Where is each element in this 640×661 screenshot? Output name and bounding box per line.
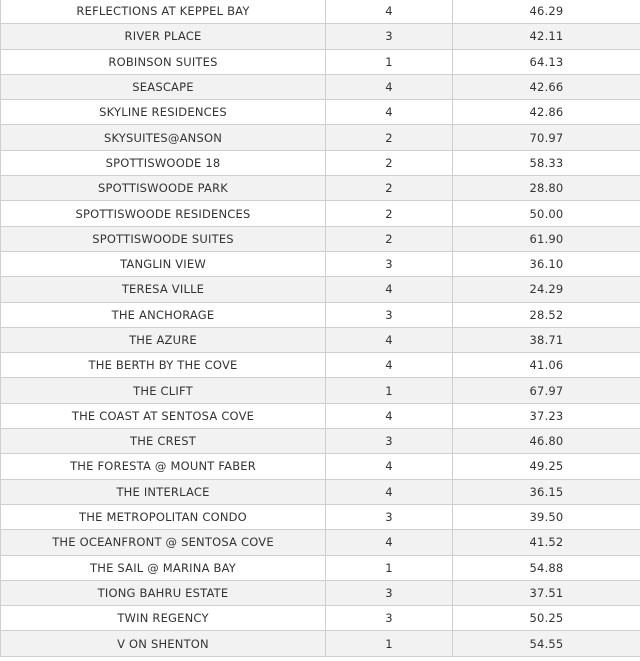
- value-cell: 36.10: [453, 251, 640, 276]
- project-name-cell: TIONG BAHRU ESTATE: [1, 580, 326, 605]
- count-cell: 1: [326, 555, 453, 580]
- project-name-cell: THE INTERLACE: [1, 479, 326, 504]
- project-name-cell: THE ANCHORAGE: [1, 302, 326, 327]
- value-cell: 49.25: [453, 454, 640, 479]
- project-name-cell: SEASCAPE: [1, 74, 326, 99]
- project-name-cell: THE SAIL @ MARINA BAY: [1, 555, 326, 580]
- project-name-cell: THE CLIFT: [1, 378, 326, 403]
- project-name-cell: TWIN REGENCY: [1, 606, 326, 631]
- table-row: [1, 454, 640, 479]
- project-name-cell: REFLECTIONS AT KEPPEL BAY: [1, 0, 326, 24]
- count-cell: 1: [326, 631, 453, 656]
- table-row: [1, 176, 640, 201]
- value-cell: 58.33: [453, 150, 640, 175]
- value-cell: 61.90: [453, 226, 640, 251]
- count-cell: 3: [326, 580, 453, 605]
- project-name-cell: SKYSUITES@ANSON: [1, 125, 326, 150]
- table-row: [1, 606, 640, 631]
- table-row: [1, 302, 640, 327]
- project-name-cell: THE FORESTA @ MOUNT FABER: [1, 454, 326, 479]
- project-name-cell: THE OCEANFRONT @ SENTOSA COVE: [1, 530, 326, 555]
- value-cell: 37.23: [453, 403, 640, 428]
- value-cell: 41.06: [453, 353, 640, 378]
- project-name-cell: TERESA VILLE: [1, 277, 326, 302]
- value-cell: 28.52: [453, 302, 640, 327]
- count-cell: 4: [326, 479, 453, 504]
- value-cell: 39.50: [453, 504, 640, 529]
- project-name-cell: THE AZURE: [1, 327, 326, 352]
- count-cell: 4: [326, 403, 453, 428]
- value-cell: 41.52: [453, 530, 640, 555]
- count-cell: 2: [326, 150, 453, 175]
- table-row: [1, 555, 640, 580]
- table-row: [1, 504, 640, 529]
- count-cell: 1: [326, 49, 453, 74]
- table-row: [1, 353, 640, 378]
- count-cell: 2: [326, 176, 453, 201]
- count-cell: 4: [326, 454, 453, 479]
- value-cell: 50.25: [453, 606, 640, 631]
- count-cell: 2: [326, 125, 453, 150]
- project-name-cell: RIVER PLACE: [1, 24, 326, 49]
- table-row: [1, 226, 640, 251]
- table-row: [1, 479, 640, 504]
- project-name-cell: TANGLIN VIEW: [1, 251, 326, 276]
- table-row: [1, 150, 640, 175]
- table-row: [1, 74, 640, 99]
- table-row: [1, 327, 640, 352]
- project-name-cell: THE COAST AT SENTOSA COVE: [1, 403, 326, 428]
- count-cell: 3: [326, 24, 453, 49]
- count-cell: 2: [326, 226, 453, 251]
- value-cell: 36.15: [453, 479, 640, 504]
- value-cell: 50.00: [453, 201, 640, 226]
- table-row: [1, 100, 640, 125]
- table-row: [1, 24, 640, 49]
- project-name-cell: THE CREST: [1, 429, 326, 454]
- count-cell: 3: [326, 251, 453, 276]
- project-name-cell: SPOTTISWOODE SUITES: [1, 226, 326, 251]
- value-cell: 46.80: [453, 429, 640, 454]
- table-row: [1, 580, 640, 605]
- value-cell: 24.29: [453, 277, 640, 302]
- value-cell: 70.97: [453, 125, 640, 150]
- table-row: [1, 0, 640, 24]
- table-row: [1, 125, 640, 150]
- project-name-cell: SKYLINE RESIDENCES: [1, 100, 326, 125]
- table-body: [1, 0, 640, 656]
- value-cell: 42.66: [453, 74, 640, 99]
- count-cell: 3: [326, 606, 453, 631]
- project-name-cell: ROBINSON SUITES: [1, 49, 326, 74]
- count-cell: 1: [326, 378, 453, 403]
- project-name-cell: THE BERTH BY THE COVE: [1, 353, 326, 378]
- count-cell: 3: [326, 504, 453, 529]
- count-cell: 4: [326, 0, 453, 24]
- table-row: [1, 277, 640, 302]
- table-row: [1, 201, 640, 226]
- table-row: [1, 403, 640, 428]
- value-cell: 46.29: [453, 0, 640, 24]
- value-cell: 54.55: [453, 631, 640, 656]
- value-cell: 67.97: [453, 378, 640, 403]
- value-cell: 38.71: [453, 327, 640, 352]
- table-row: [1, 251, 640, 276]
- count-cell: 4: [326, 353, 453, 378]
- table-row: [1, 429, 640, 454]
- value-cell: 37.51: [453, 580, 640, 605]
- count-cell: 4: [326, 100, 453, 125]
- count-cell: 2: [326, 201, 453, 226]
- table-row: [1, 378, 640, 403]
- project-name-cell: THE METROPOLITAN CONDO: [1, 504, 326, 529]
- count-cell: 3: [326, 302, 453, 327]
- count-cell: 3: [326, 429, 453, 454]
- value-cell: 54.88: [453, 555, 640, 580]
- table-row: [1, 631, 640, 656]
- count-cell: 4: [326, 530, 453, 555]
- value-cell: 28.80: [453, 176, 640, 201]
- project-name-cell: V ON SHENTON: [1, 631, 326, 656]
- count-cell: 4: [326, 327, 453, 352]
- project-name-cell: SPOTTISWOODE RESIDENCES: [1, 201, 326, 226]
- table-row: [1, 530, 640, 555]
- count-cell: 4: [326, 277, 453, 302]
- value-cell: 42.11: [453, 24, 640, 49]
- table-row: [1, 49, 640, 74]
- value-cell: 64.13: [453, 49, 640, 74]
- project-name-cell: SPOTTISWOODE 18: [1, 150, 326, 175]
- count-cell: 4: [326, 74, 453, 99]
- value-cell: 42.86: [453, 100, 640, 125]
- project-name-cell: SPOTTISWOODE PARK: [1, 176, 326, 201]
